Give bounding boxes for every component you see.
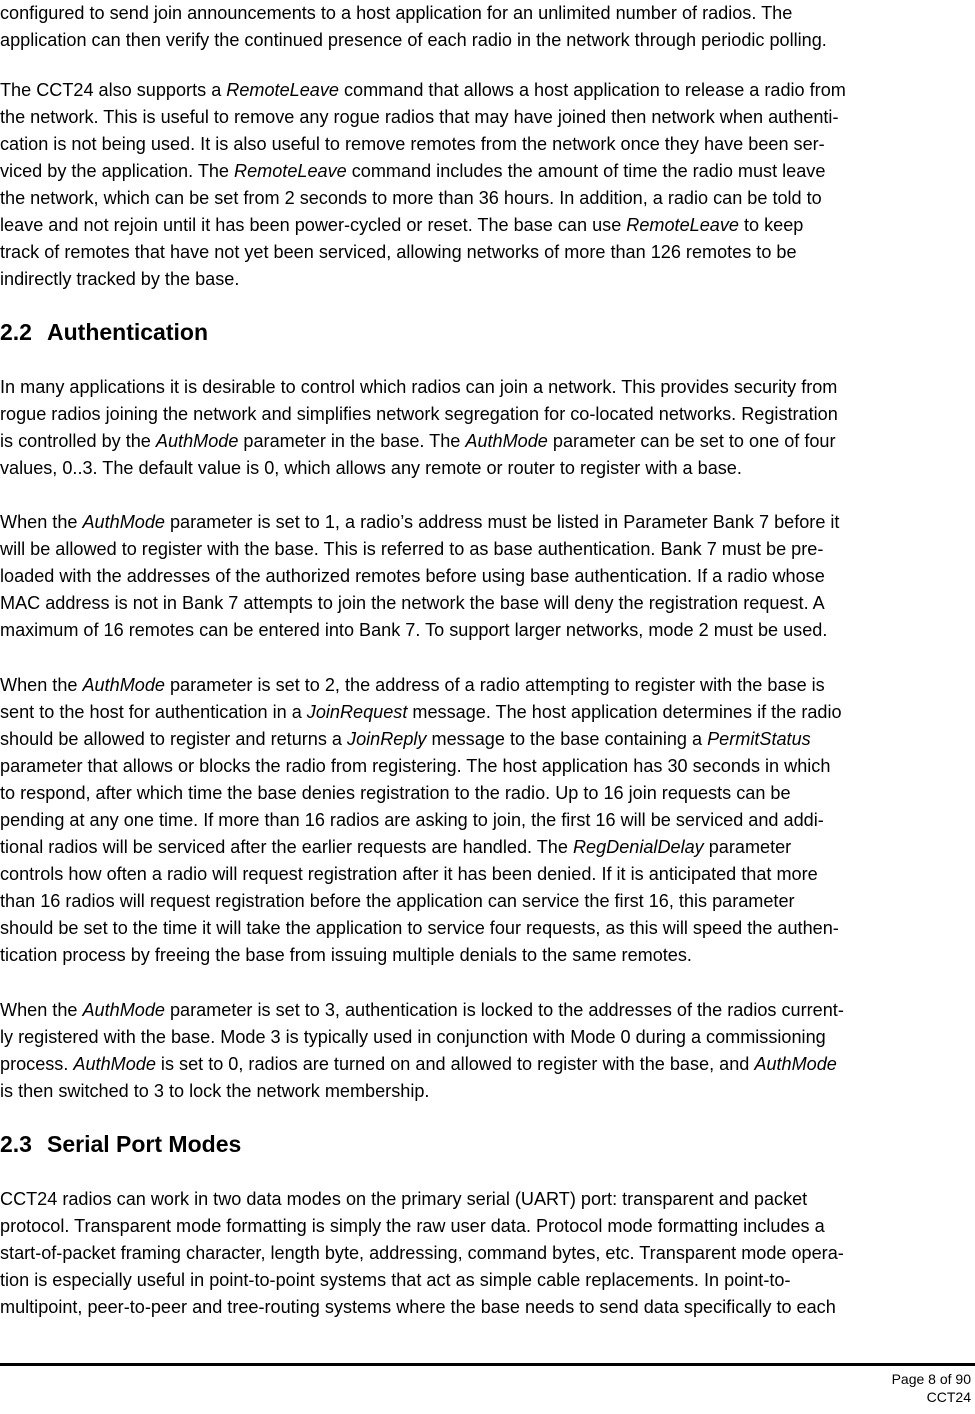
text-line: values, 0..3. The default value is 0, which allows any remote or router to register with a base. [0, 458, 742, 478]
text-line: configured to send join announcements to a host application for an unlimited number of radios. The [0, 3, 793, 23]
section-number: 2.2 [0, 319, 32, 345]
text-line: controls how often a radio will request registration after it has been denied. If it is anticipated that more [0, 864, 818, 884]
paragraph-auth-mode-2 [0, 672, 842, 969]
paragraph-remote-leave [0, 77, 846, 293]
text-line: loaded with the addresses of the authorized remotes before using base authentication. If a radio whose [0, 566, 825, 586]
text-line: tication process by freeing the base from issuing multiple denials to the same remotes. [0, 945, 692, 965]
text-line: When the AuthMode parameter is set to 3, authentication is locked to the addresses of the radios current- [0, 1000, 844, 1020]
text-line: cation is not being used. It is also useful to remove remotes from the network once they have been ser- [0, 134, 825, 154]
italic-term: JoinReply [347, 729, 427, 749]
text-line: will be allowed to register with the base. This is referred to as base authentication. Bank 7 must be pre- [0, 539, 824, 559]
text-line: indirectly tracked by the base. [0, 269, 240, 289]
text-line: is controlled by the AuthMode parameter in the base. The AuthMode parameter can be set to one of four [0, 431, 836, 451]
text-line: application can then verify the continued presence of each radio in the network through periodic polling. [0, 30, 827, 50]
text-line: to respond, after which time the base denies registration to the radio. Up to 16 join requests can be [0, 783, 791, 803]
italic-term: AuthMode [155, 431, 239, 451]
text-line: sent to the host for authentication in a JoinRequest message. The host application determines if the radio [0, 702, 842, 722]
paragraph-auth-mode-3 [0, 997, 844, 1105]
text-line: In many applications it is desirable to control which radios can join a network. This provides security from [0, 377, 838, 397]
text-line: CCT24 radios can work in two data modes on the primary serial (UART) port: transparent and packet [0, 1189, 808, 1209]
text-line: viced by the application. The RemoteLeave command includes the amount of time the radio must leave [0, 161, 826, 181]
section-heading-authentication [0, 317, 208, 347]
section-title: Serial Port Modes [47, 1131, 242, 1157]
text-line: maximum of 16 remotes can be entered into Bank 7. To support larger networks, mode 2 must be used. [0, 620, 828, 640]
page-footer [892, 1370, 971, 1406]
footer-divider [0, 1363, 975, 1366]
italic-term: AuthMode [82, 512, 165, 532]
section-number: 2.3 [0, 1131, 32, 1157]
italic-term: AuthMode [82, 1000, 165, 1020]
italic-term: RemoteLeave [234, 161, 347, 181]
text-line: MAC address is not in Bank 7 attempts to join the network the base will deny the registration request. A [0, 593, 825, 613]
text-line: multipoint, peer-to-peer and tree-routing systems where the base needs to send data specifically to each [0, 1297, 836, 1317]
text-line: start-of-packet framing character, length byte, addressing, command bytes, etc. Transparent mode opera- [0, 1243, 844, 1263]
text-line: process. AuthMode is set to 0, radios are turned on and allowed to register with the base, and AuthMode [0, 1054, 837, 1074]
italic-term: RegDenialDelay [572, 837, 704, 857]
text-line: protocol. Transparent mode formatting is simply the raw user data. Protocol mode formatting includes a [0, 1216, 825, 1236]
text-line: tional radios will be serviced after the earlier requests are handled. The RegDenialDelay parameter [0, 837, 792, 857]
section-title: Authentication [47, 319, 208, 345]
paragraph-intro [0, 0, 827, 54]
page-number: Page 8 of 90 [891, 1371, 971, 1387]
text-line: When the AuthMode parameter is set to 2, the address of a radio attempting to register with the base is [0, 675, 825, 695]
text-line: is then switched to 3 to lock the network membership. [0, 1081, 430, 1101]
italic-term: AuthMode [465, 431, 548, 451]
paragraph-auth-intro [0, 374, 838, 482]
text-line: track of remotes that have not yet been serviced, allowing networks of more than 126 remotes to be [0, 242, 797, 262]
italic-term: AuthMode [73, 1054, 156, 1074]
text-line: tion is especially useful in point-to-point systems that act as simple cable replacements. In point-to- [0, 1270, 791, 1290]
text-line: should be set to the time it will take the application to service four requests, as this will speed the authen- [0, 918, 839, 938]
italic-term: PermitStatus [707, 729, 811, 749]
text-line: the network, which can be set from 2 seconds to more than 36 hours. In addition, a radio can be told to [0, 188, 822, 208]
text-line: leave and not rejoin until it has been power-cycled or reset. The base can use RemoteLeave to keep [0, 215, 804, 235]
text-line: parameter that allows or blocks the radio from registering. The host application has 30 seconds in which [0, 756, 831, 776]
section-heading-serial-port-modes [0, 1129, 241, 1159]
text-line: When the AuthMode parameter is set to 1, a radio’s address must be listed in Parameter Bank 7 before it [0, 512, 840, 532]
italic-term: RemoteLeave [626, 215, 739, 235]
italic-term: JoinRequest [306, 702, 408, 722]
text-line: the network. This is useful to remove any rogue radios that may have joined then network when authenti- [0, 107, 839, 127]
text-line: than 16 radios will request registration before the application can service the first 16, this parameter [0, 891, 795, 911]
document-name: CCT24 [926, 1389, 971, 1405]
text-line: pending at any one time. If more than 16 radios are asking to join, the first 16 will be serviced and addi- [0, 810, 824, 830]
italic-term: RemoteLeave [226, 80, 339, 100]
paragraph-auth-mode-1 [0, 509, 839, 644]
italic-term: AuthMode [82, 675, 165, 695]
text-line: should be allowed to register and returns a JoinReply message to the base containing a PermitStatus [0, 729, 811, 749]
text-line: The CCT24 also supports a RemoteLeave command that allows a host application to release a radio from [0, 80, 846, 100]
text-line: ly registered with the base. Mode 3 is typically used in conjunction with Mode 0 during a commissioning [0, 1027, 826, 1047]
italic-term: AuthMode [754, 1054, 837, 1074]
text-line: rogue radios joining the network and simplifies network segregation for co-located networks. Registration [0, 404, 838, 424]
paragraph-serial-modes [0, 1186, 844, 1321]
